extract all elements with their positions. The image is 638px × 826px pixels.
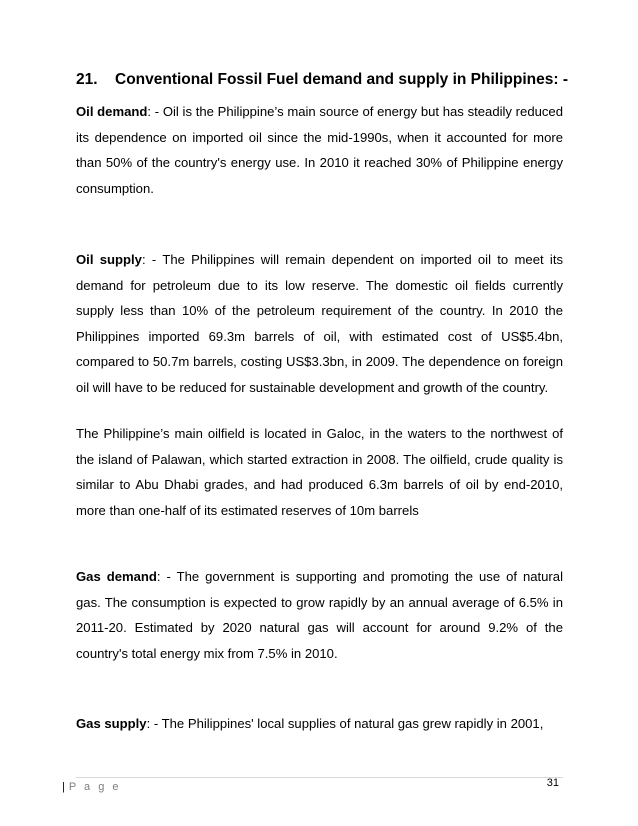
gas-supply-text: : - The Philippines' local supplies of natural gas grew rapidly in 2001, [146, 716, 544, 731]
page-number: 31 [546, 777, 559, 789]
page-label-text: P a g e [68, 781, 122, 793]
section-number: 21. [76, 71, 98, 88]
oil-supply-paragraph [76, 247, 563, 401]
oil-supply-label: Oil supply [76, 252, 142, 267]
gas-supply-label: Gas supply [76, 716, 147, 731]
footer-separator: | [62, 781, 65, 793]
gas-supply-paragraph [76, 711, 563, 737]
gas-demand-label: Gas demand [76, 569, 157, 584]
oil-demand-label: Oil demand [76, 104, 148, 119]
gas-demand-paragraph [76, 564, 563, 666]
oilfield-text: The Philippine’s main oilfield is located in Galoc, in the waters to the northwest of the island of Palawan, which started extraction in 2008. The oilfield, crude quality is similar to Abu Dhabi grades, and had produced 6.3m barrels of oil by end-2010, more than one-half of its estimated reserves of 10m barrels [76, 426, 563, 518]
page-label [62, 781, 121, 793]
page-footer [62, 777, 563, 798]
oil-supply-text: : - The Philippines will remain dependent on imported oil to meet its demand for petroleum due to its low reserve. The domestic oil fields currently supply less than 10% of the petroleum requirement of the country. In 2010 the Philippines imported 69.3m barrels of oil, with estimated cost of US$5.4bn, compared to 50.7m barrels, costing US$3.3bn, in 2009. The dependence on foreign oil will have to be reduced for sustainable development and growth of the country. [76, 252, 564, 395]
gas-demand-text: : - The government is supporting and promoting the use of natural gas. The consumption is expected to grow rapidly by an annual average of 6.5% in 2011-20. Estimated by 2020 natural gas will account for around 9.2% of the country's total energy mix from 7.5% in 2010. [76, 569, 563, 661]
oilfield-paragraph [76, 421, 563, 523]
section-title: Conventional Fossil Fuel demand and supply in Philippines: - [115, 71, 568, 88]
oil-demand-text: : - Oil is the Philippine’s main source of energy but has steadily reduced its dependence on imported oil since the mid-1990s, when it accounted for more than 50% of the country's energy use. In 2010 it reached 30% of Philippine energy consumption. [76, 104, 563, 196]
section-heading [76, 70, 566, 90]
oil-demand-paragraph [76, 99, 563, 201]
